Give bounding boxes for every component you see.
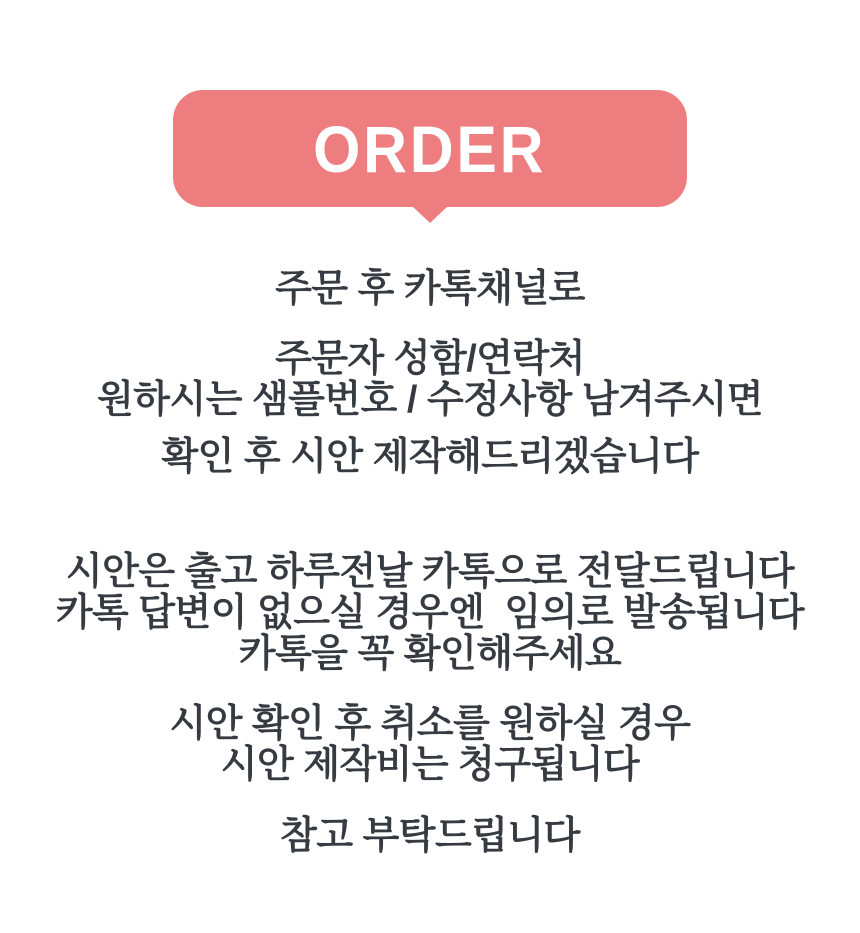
text-line: 주문자 성함/연락처 bbox=[275, 338, 585, 380]
speech-bubble-tail bbox=[412, 206, 448, 223]
text-line: 시안은 출고 하루전날 카톡으로 전달드립니다 bbox=[65, 551, 795, 593]
text-line: 참고 부탁드립니다 bbox=[280, 815, 580, 857]
text-line: 확인 후 시안 제작해드리겠습니다 bbox=[161, 436, 699, 478]
paragraph-order-info-request bbox=[0, 339, 860, 421]
text-line: 원하시는 샘플번호 / 수정사항 남겨주시면 bbox=[97, 379, 763, 421]
text-line: 카톡을 꼭 확인해주세요 bbox=[238, 633, 622, 675]
text-line: 주문 후 카톡채널로 bbox=[275, 268, 585, 310]
text-line: 카톡 답변이 없으실 경우엔 임의로 발송됩니다 bbox=[55, 592, 805, 634]
paragraph-draft-delivery-notice bbox=[0, 552, 860, 675]
paragraph-draft-production bbox=[0, 437, 860, 478]
paragraph-cancellation-fee-notice bbox=[0, 704, 860, 786]
order-badge bbox=[173, 90, 687, 207]
text-line: 시안 제작비는 청구됩니다 bbox=[220, 744, 640, 786]
paragraph-kakao-channel-intro bbox=[0, 269, 860, 310]
order-badge-label: ORDER bbox=[313, 111, 547, 186]
text-line: 시안 확인 후 취소를 원하실 경우 bbox=[169, 703, 691, 745]
paragraph-reference-note bbox=[0, 816, 860, 857]
